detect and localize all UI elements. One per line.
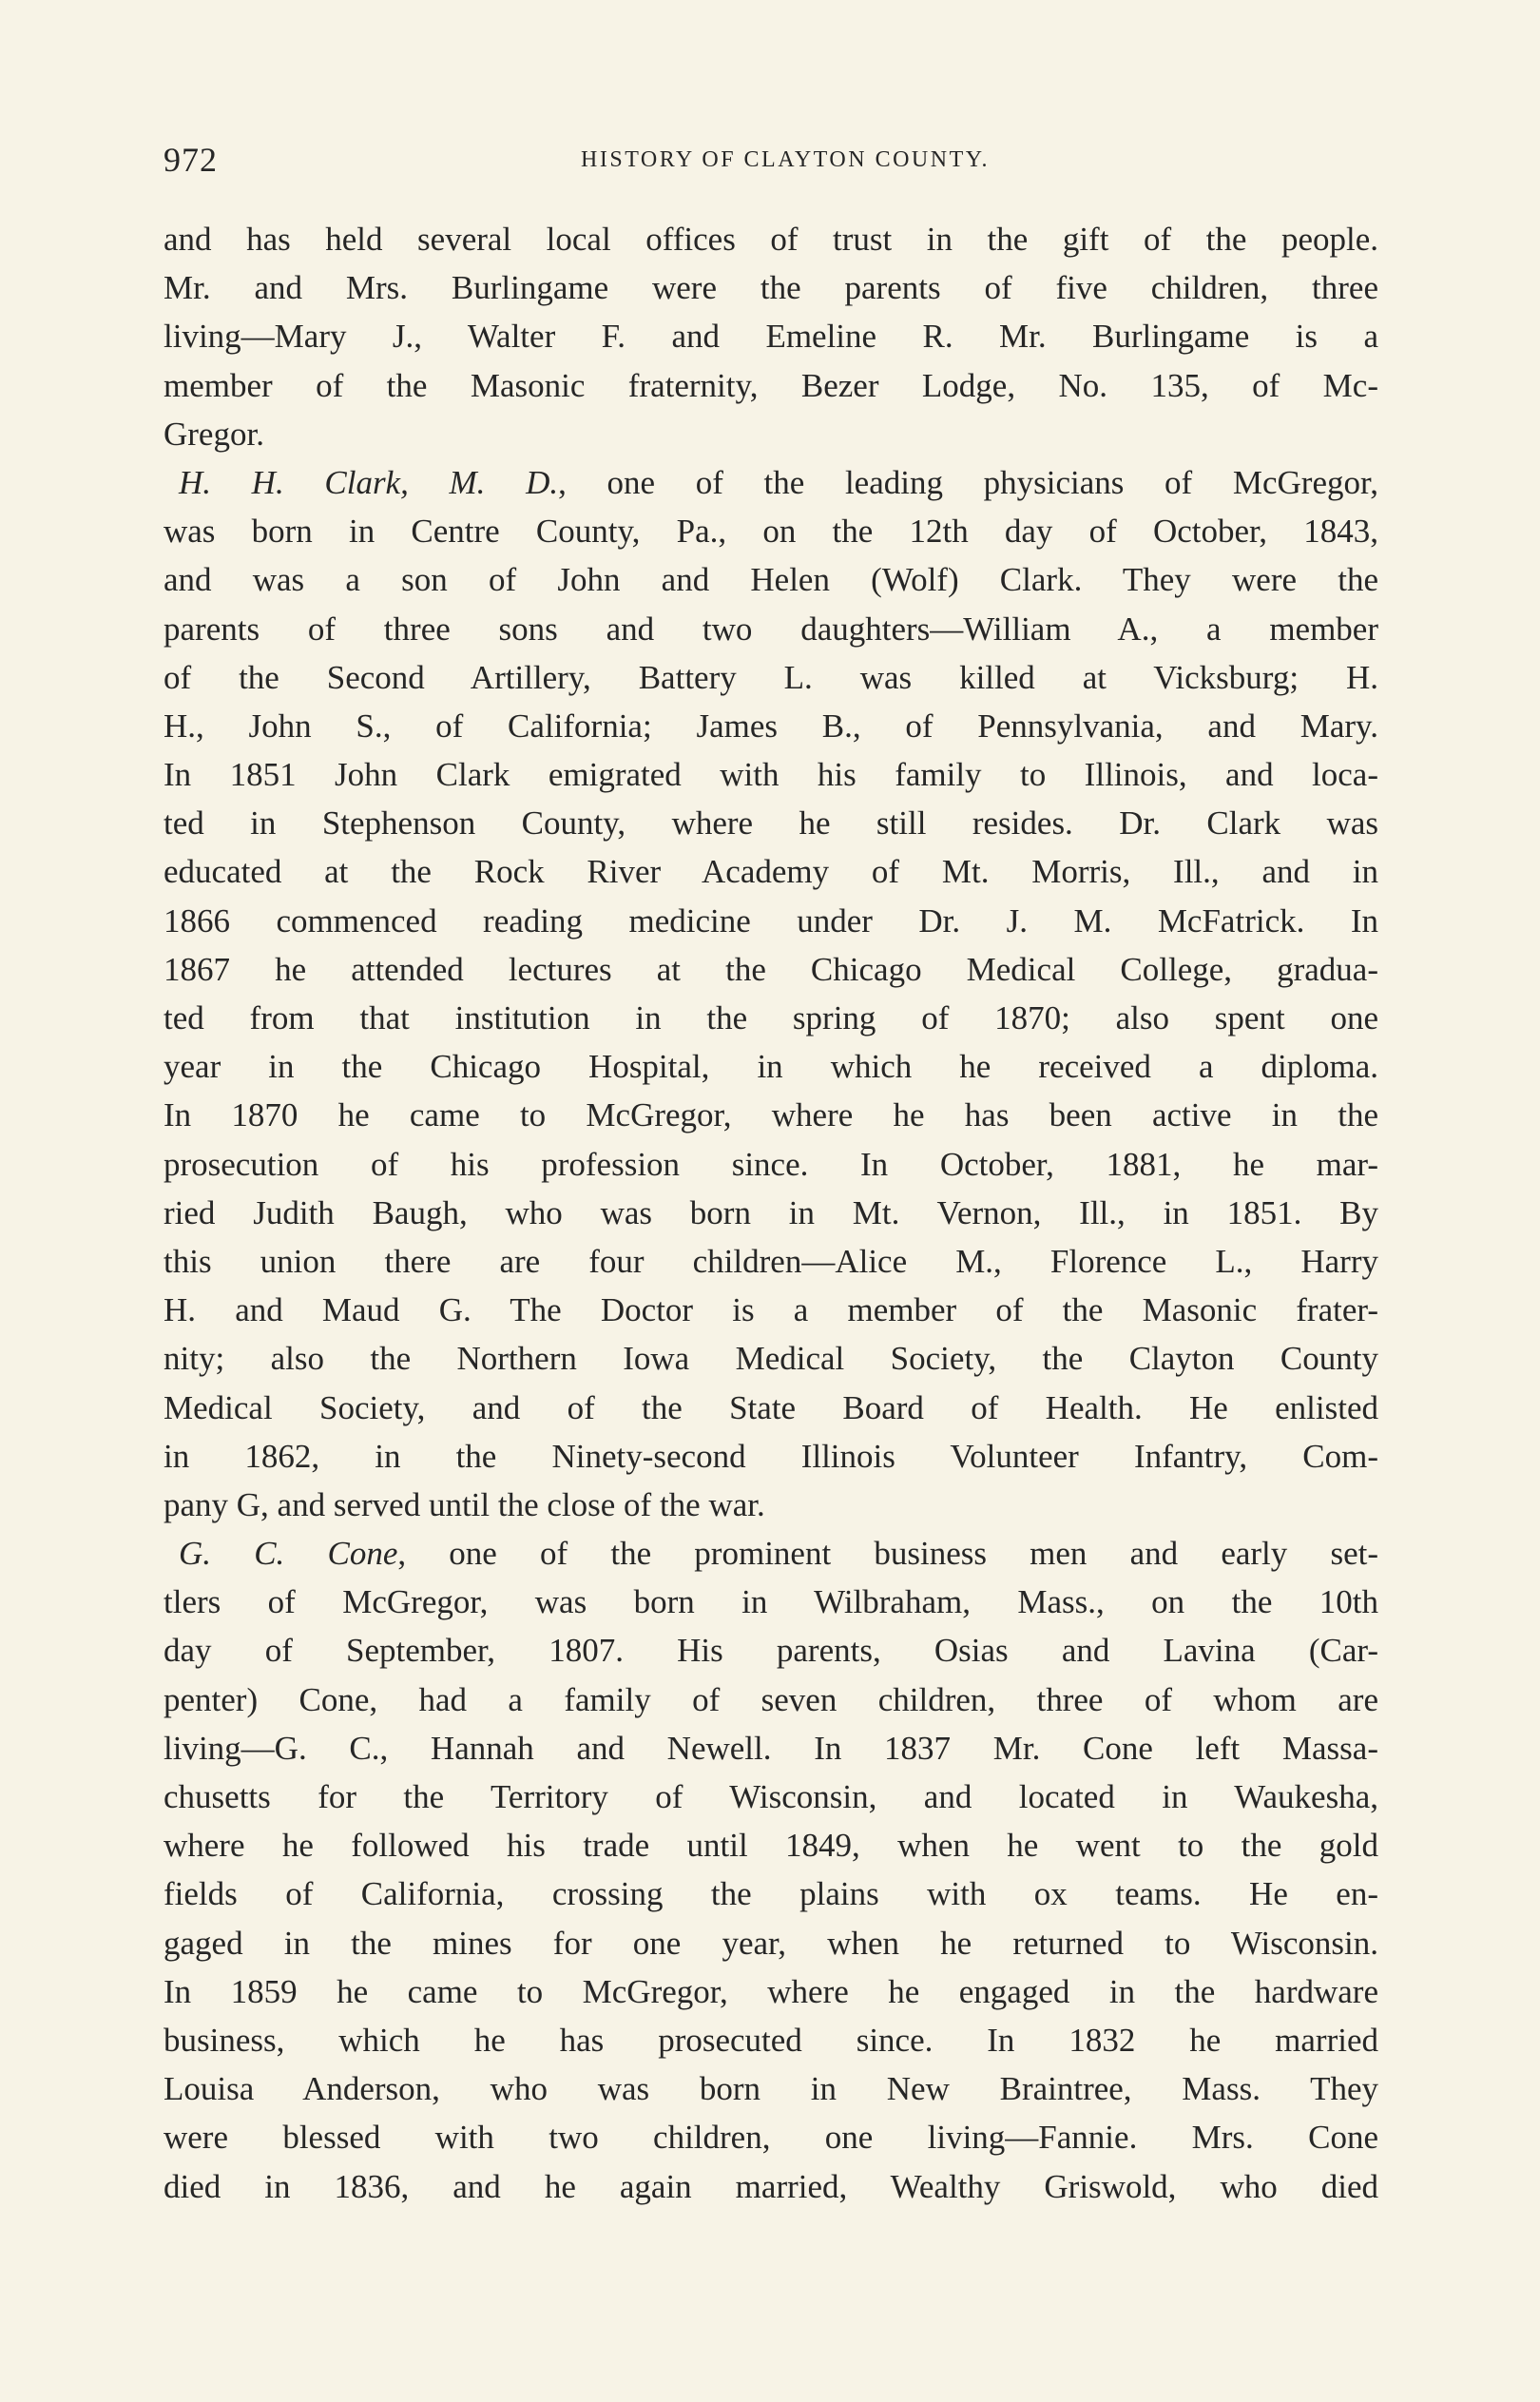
text-line: prosecution of his profession since. In October, 1881, he mar-	[164, 1145, 1378, 1183]
text-line: penter) Cone, had a family of seven children, three of whom are	[164, 1680, 1378, 1718]
text-line: was born in Centre County, Pa., on the 12th day of October, 1843,	[164, 513, 1378, 551]
text-line: H., John S., of California; James B., of Pennsylvania, and Mary.	[164, 707, 1378, 745]
biography-name-clark: H. H. Clark, M. D.	[179, 463, 559, 501]
text-line: fields of California, crossing the plains with ox teams. He en-	[164, 1875, 1378, 1913]
text-line: member of the Masonic fraternity, Bezer Lodge, No. 135, of Mc-	[164, 366, 1378, 404]
text-line: year in the Chicago Hospital, in which he received a diploma.	[164, 1048, 1378, 1086]
text-line: 1866 commenced reading medicine under Dr. J. M. McFatrick. In	[164, 901, 1378, 939]
text-line: of the Second Artillery, Battery L. was killed at Vicksburg; H.	[164, 658, 1378, 696]
text-line: and has held several local offices of trust in the gift of the people.	[164, 221, 1378, 258]
text-line: and was a son of John and Helen (Wolf) Clark. They were the	[164, 561, 1378, 599]
text-line: living—Mary J., Walter F. and Emeline R. Mr. Burlingame is a	[164, 318, 1378, 356]
text-line: chusetts for the Territory of Wisconsin, and located in Waukesha,	[164, 1778, 1378, 1815]
text-line: where he followed his trade until 1849, when he went to the gold	[164, 1827, 1378, 1865]
body-text	[164, 215, 1378, 2211]
text-line: H. and Maud G. The Doctor is a member of the Masonic frater-	[164, 1291, 1378, 1329]
text-line: living—G. C., Hannah and Newell. In 1837 Mr. Cone left Massa-	[164, 1729, 1378, 1767]
running-head	[164, 141, 1378, 179]
text-line: ried Judith Baugh, who was born in Mt. Vernon, Ill., in 1851. By	[164, 1193, 1378, 1231]
text-line-remainder: , one of the prominent business men and early set-	[397, 1535, 1378, 1573]
text-line: died in 1836, and he again married, Wealthy Griswold, who died	[164, 2167, 1378, 2205]
text-line: Mr. and Mrs. Burlingame were the parents of five children, three	[164, 269, 1378, 307]
text-line: were blessed with two children, one living—Fannie. Mrs. Cone	[164, 2119, 1378, 2157]
text-line: tlers of McGregor, was born in Wilbraham, Mass., on the 10th	[164, 1583, 1378, 1621]
text-line: this union there are four children—Alice M., Florence L., Harry	[164, 1242, 1378, 1280]
text-line: in 1862, in the Ninety-second Illinois Volunteer Infantry, Com-	[164, 1437, 1378, 1475]
text-line: ted in Stephenson County, where he still resides. Dr. Clark was	[164, 804, 1378, 843]
text-line: Gregor.	[164, 415, 264, 453]
biography-name-cone: G. C. Cone	[179, 1535, 398, 1573]
text-line: Louisa Anderson, who was born in New Braintree, Mass. They	[164, 2070, 1378, 2108]
text-line: In 1851 John Clark emigrated with his family to Illinois, and loca-	[164, 756, 1378, 794]
paragraph-start-clark	[164, 458, 1378, 507]
text-line: In 1870 he came to McGregor, where he has been active in the	[164, 1096, 1378, 1134]
text-line: day of September, 1807. His parents, Osias and Lavina (Car-	[164, 1632, 1378, 1670]
text-line-remainder: , one of the leading physicians of McGregor,	[558, 463, 1378, 501]
text-line: business, which he has prosecuted since. In 1832 he married	[164, 2021, 1378, 2059]
text-line: parents of three sons and two daughters—William A., a member	[164, 610, 1378, 648]
text-line: nity; also the Northern Iowa Medical Society, the Clayton County	[164, 1340, 1378, 1378]
paragraph-start-cone	[164, 1529, 1378, 1578]
text-line: gaged in the mines for one year, when he returned to Wisconsin.	[164, 1924, 1378, 1962]
text-line: pany G, and served until the close of the war.	[164, 1485, 765, 1523]
text-line: Medical Society, and of the State Board of Health. He enlisted	[164, 1388, 1378, 1426]
text-line: educated at the Rock River Academy of Mt. Morris, Ill., and in	[164, 853, 1378, 891]
page-number: 972	[164, 141, 218, 179]
text-line: 1867 he attended lectures at the Chicago Medical College, gradua-	[164, 950, 1378, 988]
text-line: In 1859 he came to McGregor, where he engaged in the hardware	[164, 1972, 1378, 2010]
text-line: ted from that institution in the spring of 1870; also spent one	[164, 999, 1378, 1036]
running-title: HISTORY OF CLAYTON COUNTY.	[581, 147, 990, 172]
